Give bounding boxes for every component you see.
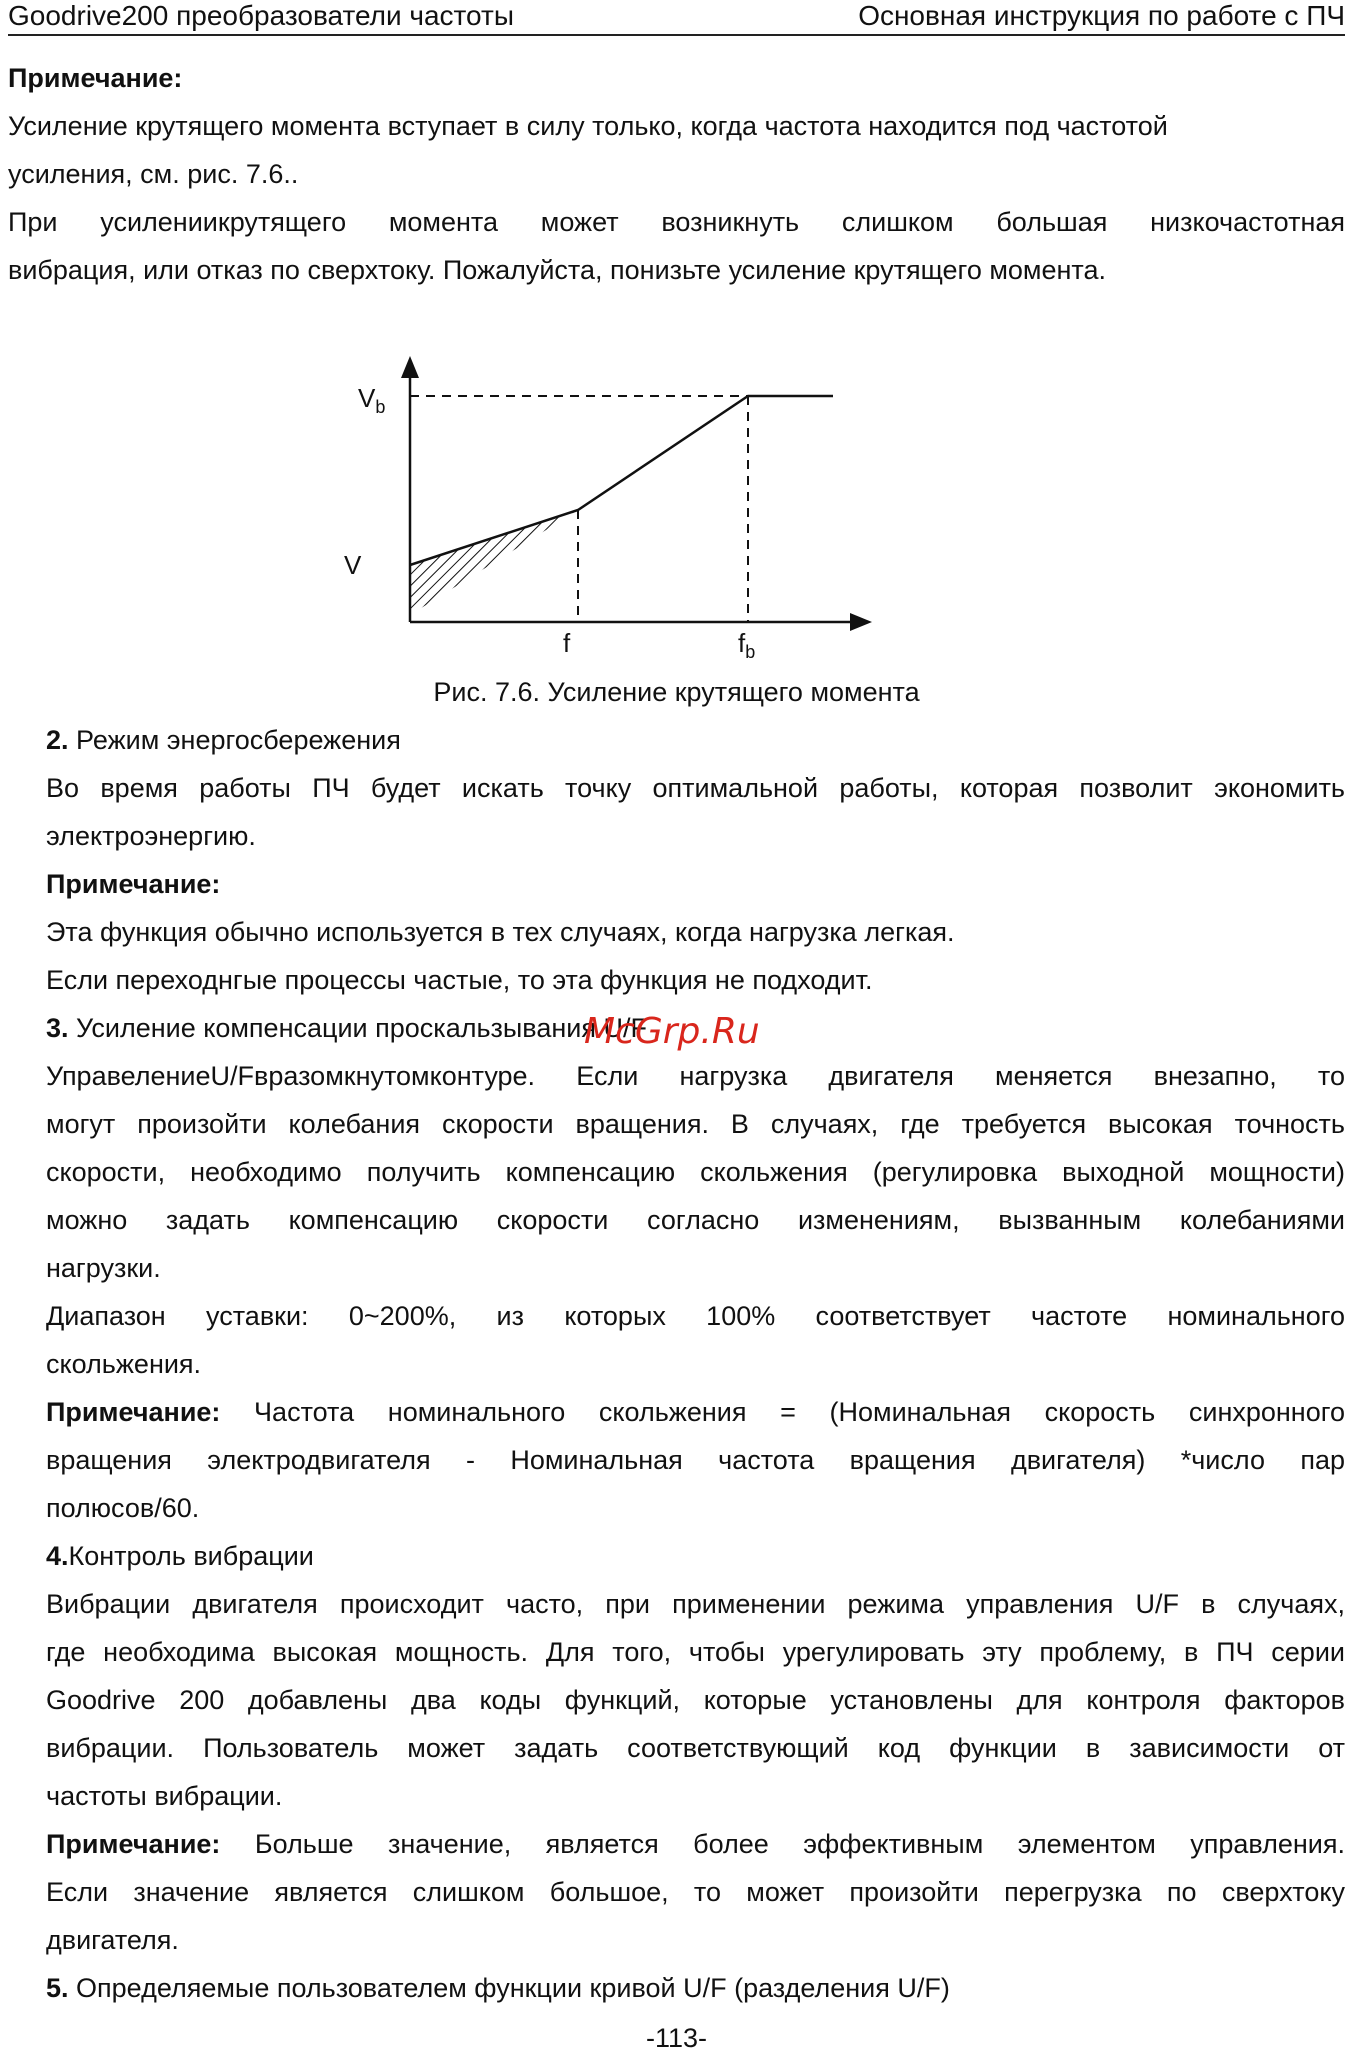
section3-note2: вращения электродвигателя - Номинальная частота вращения двигателя) *число пар: [46, 1445, 1345, 1475]
note1-line2: усиления, см. рис. 7.6..: [8, 159, 299, 189]
section3-line4: можно задать компенсацию скорости согласно изменениям, вызванным колебаниями: [46, 1205, 1345, 1235]
note1-line4: вибрация, или отказ по сверхтоку. Пожалуйста, понизьте усиление крутящего момента.: [8, 255, 1106, 285]
header-product: Goodrive200 преобразователи частоты: [8, 0, 514, 31]
section4-line4: вибрации. Пользователь может задать соответствующий код функции в зависимости от: [46, 1733, 1345, 1763]
section3-line5: нагрузки.: [46, 1253, 161, 1283]
section3-range2: скольжения.: [46, 1349, 202, 1379]
section3-note-line1: [46, 1388, 1345, 1436]
boost-area-hatch: [410, 510, 578, 615]
section4-line3: Goodrive 200 добавлены два коды функций, которые установлены для контроля факторов: [46, 1685, 1345, 1715]
section4-heading: [46, 1532, 1345, 1580]
section4-note2: Если значение является слишком большое, то может произойти перегрузка по сверхтоку: [46, 1877, 1345, 1907]
section3-note3: полюсов/60.: [46, 1493, 200, 1523]
section4-note1: Больше значение, является более эффективным элементом управления.: [220, 1829, 1345, 1859]
section3-line2: могут произойти колебания скорости вращения. В случаях, где требуется высокая точность: [46, 1109, 1345, 1139]
section4-line5: частоты вибрации.: [46, 1781, 283, 1811]
section2-note2: Если переходнгые процессы частые, то эта функция не подходит.: [46, 965, 873, 995]
section4-num: 4.: [46, 1541, 69, 1571]
section4-note3: двигателя.: [46, 1925, 179, 1955]
page-number: -113-: [645, 2023, 708, 2053]
label-vb: $V_b$: [358, 383, 386, 417]
section2-title: Режим энергосбережения: [68, 725, 401, 755]
section4-line2: где необходима высокая мощность. Для того, чтобы урегулировать эту проблему, в ПЧ серии: [46, 1637, 1345, 1667]
section3-line1: УправелениеU/Fвразомкнутомконтуре. Если нагрузка двигателя меняется внезапно, то: [46, 1061, 1345, 1091]
boost-curve: [410, 396, 833, 565]
watermark: McGrp.Ru: [584, 1011, 760, 1052]
section4-title: Контроль вибрации: [68, 1541, 314, 1571]
note1-title: Примечание:: [8, 63, 183, 93]
label-fb: $f_b$: [738, 628, 756, 662]
y-axis-arrow: [401, 356, 419, 378]
header-section: Основная инструкция по работе с ПЧ: [858, 0, 1345, 31]
section3-line3: скорости, необходимо получить компенсацию скольжения (регулировка выходной мощности): [46, 1157, 1345, 1187]
section3-note-title: Примечание:: [46, 1397, 221, 1427]
section5-num: 5.: [46, 1973, 69, 2003]
section4-note-line1: [46, 1820, 1345, 1868]
section5-heading: [46, 1964, 1345, 2012]
section4-line1: Вибрации двигателя происходит часто, при применении режима управления U/F в случаях,: [46, 1589, 1345, 1619]
label-v: V: [344, 550, 362, 580]
label-f: f: [563, 628, 571, 658]
torque-boost-diagram: [0, 0, 1353, 700]
note1-line1: Усиление крутящего момента вступает в силу только, когда частота находится под частотой: [8, 111, 1168, 141]
x-axis-arrow: [850, 613, 872, 631]
figure-caption: Рис. 7.6. Усиление крутящего момента: [433, 677, 920, 707]
note1-line3: При усилениикрутящего момента может возникнуть слишком большая низкочастотная: [8, 207, 1345, 237]
section4-note-title: Примечание:: [46, 1829, 221, 1859]
section2-note1: Эта функция обычно используется в тех случаях, когда нагрузка легкая.: [46, 917, 955, 947]
section3-title: Усиление компенсации проскальзывания U/F: [68, 1013, 647, 1043]
section5-title: Определяемые пользователем функции кривой U/F (разделения U/F): [68, 1973, 950, 2003]
section3-range1: Диапазон уставки: 0~200%, из которых 100% соответствует частоте номинального: [46, 1301, 1345, 1331]
section3-note1: Частота номинального скольжения = (Номинальная скорость синхронного: [220, 1397, 1345, 1427]
section2-line1: Во время работы ПЧ будет искать точку оптимальной работы, которая позволит экономить: [46, 773, 1345, 803]
section3-num: 3.: [46, 1013, 69, 1043]
section2-note-title: Примечание:: [46, 869, 221, 899]
section2-heading: [46, 716, 1345, 764]
section2-num: 2.: [46, 725, 69, 755]
section2-line2: электроэнергию.: [46, 821, 256, 851]
